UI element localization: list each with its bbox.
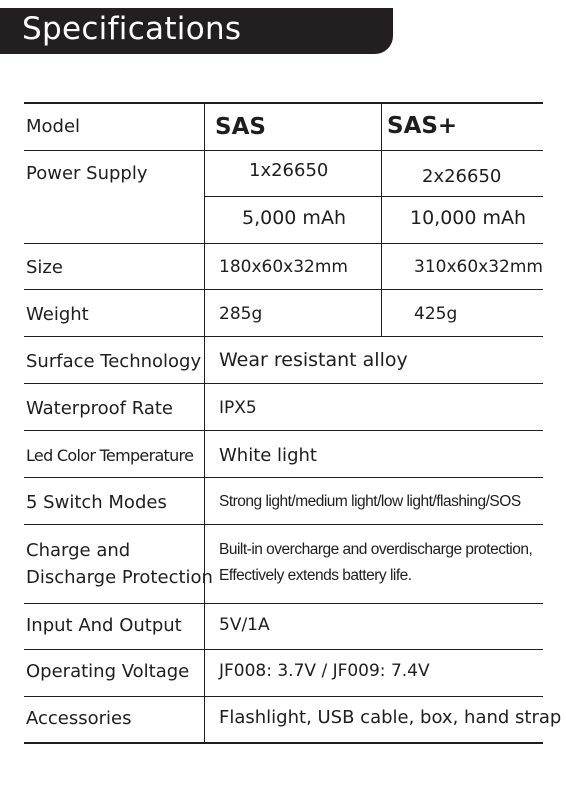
row-label-operating-voltage: Operating Voltage [26,661,190,682]
cell-sas-plus-weight: 425g [414,304,458,324]
cell-sas-capacity: 5,000 mAh [242,207,346,229]
row-label-size: Size [26,257,63,278]
table-rule-bottom [24,742,543,744]
cell-led-color-temperature: White light [219,445,317,466]
table-rule [24,289,543,290]
cell-operating-voltage: JF008: 3.7V / JF009: 7.4V [219,661,430,681]
row-label-surface-technology: Surface Technology [26,351,202,372]
table-rule [24,150,543,151]
page-title: Specifications [22,11,242,47]
row-label-accessories: Accessories [26,708,132,729]
table-rule [24,243,543,244]
table-rule-top [24,102,543,104]
cell-waterproof-rate: IPX5 [219,398,257,418]
row-label-led-color-temperature: Led Color Temperature [26,446,194,465]
column-header-sas-plus: SAS+ [387,113,458,139]
cell-sas-weight: 285g [219,304,263,324]
table-rule [24,649,543,650]
table-rule [24,383,543,384]
table-rule [24,477,543,478]
column-divider [204,103,205,743]
cell-sas-plus-capacity: 10,000 mAh [410,207,527,229]
row-label-charge-line-2: Discharge Protection [26,567,213,588]
cell-switch-modes: Strong light/medium light/low light/flashing/SOS [219,493,521,510]
cell-charge-protection-line-1: Built-in overcharge and overdischarge protection, [219,541,533,558]
row-label-switch-modes: 5 Switch Modes [26,492,167,513]
column-divider [381,103,382,336]
table-rule [24,696,543,697]
cell-charge-protection-line-2: Effectively extends battery life. [219,567,412,584]
table-rule [24,430,543,431]
row-label-waterproof-rate: Waterproof Rate [26,398,173,419]
row-label-input-output: Input And Output [26,615,182,636]
column-header-sas: SAS [215,114,266,140]
row-label-charge-line-1: Charge and [26,540,131,561]
table-rule-partial [204,196,543,197]
cell-sas-plus-battery: 2x26650 [422,166,502,187]
cell-surface-technology: Wear resistant alloy [219,349,408,371]
row-label-power-supply: Power Supply [26,163,148,184]
cell-sas-battery: 1x26650 [249,160,329,181]
table-rule [24,603,543,604]
table-rule [24,336,543,337]
cell-sas-plus-size: 310x60x32mm [414,257,543,277]
cell-sas-size: 180x60x32mm [219,257,348,277]
cell-accessories: Flashlight, USB cable, box, hand strap [219,707,562,728]
row-label-weight: Weight [26,304,89,325]
cell-input-output: 5V/1A [219,615,270,635]
row-label-model: Model [26,116,81,137]
title-banner [0,8,393,54]
table-rule [24,524,543,525]
